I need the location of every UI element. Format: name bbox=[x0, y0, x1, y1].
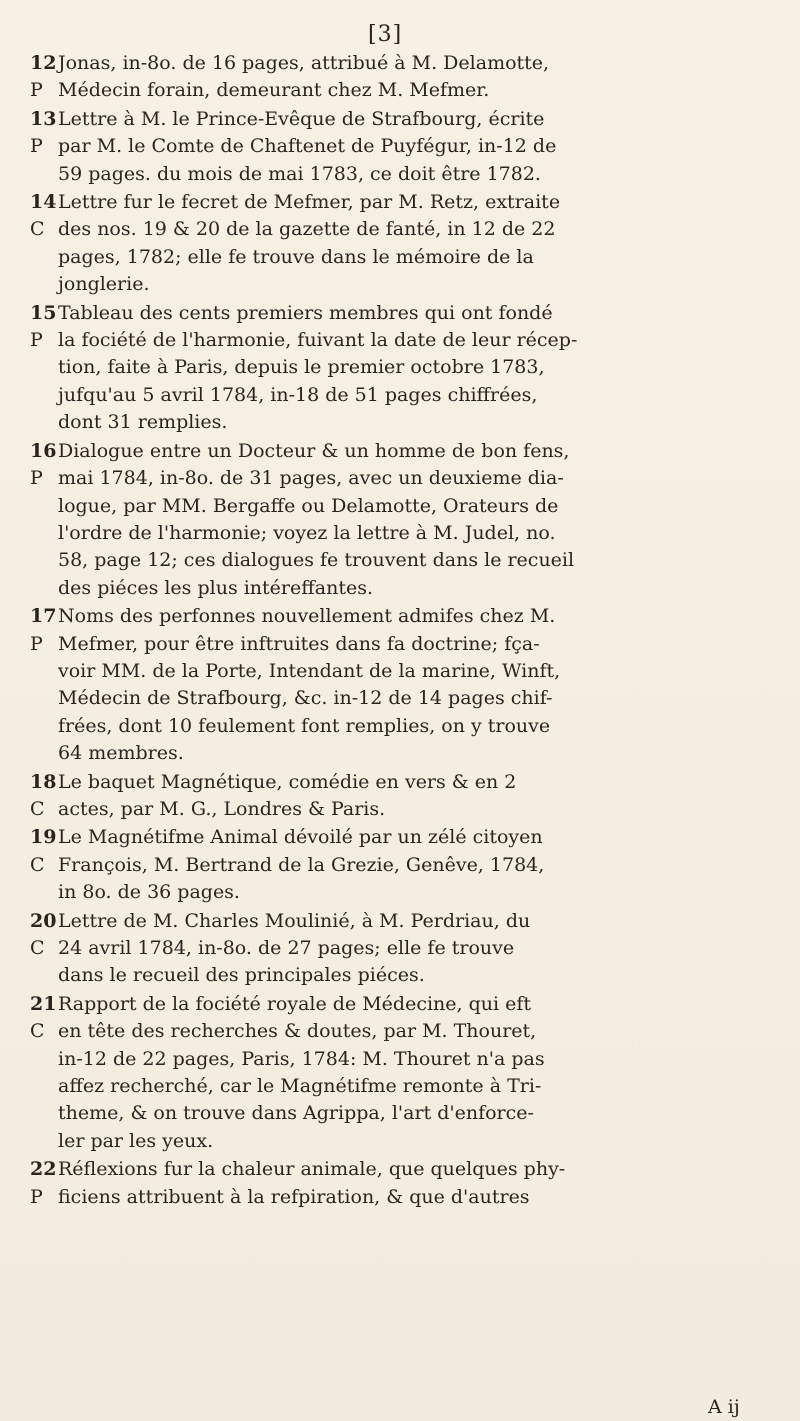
catalogue-entry bbox=[30, 438, 786, 602]
entry-first-line bbox=[30, 824, 786, 851]
entry-text: 59 pages. du mois de mai 1783, ce doit être 1782. bbox=[58, 162, 541, 185]
entry-number: 21 bbox=[30, 992, 57, 1015]
entry-first-line bbox=[30, 50, 786, 77]
entry-text: Lettre fur le fecret de Mefmer, par M. Retz, extraite bbox=[58, 191, 561, 214]
entry-text: Dialogue entre un Docteur & un homme de bon fens, bbox=[58, 439, 570, 462]
entry-text: Tableau des cents premiers membres qui ont fondé bbox=[58, 301, 553, 324]
entry-number: 17 bbox=[30, 605, 57, 628]
entry-text: ficiens attribuent à la refpiration, & que d'autres bbox=[58, 1185, 530, 1208]
entry-continuation-line bbox=[30, 520, 786, 547]
entry-code: P bbox=[30, 329, 43, 352]
entry-text: theme, & on trouve dans Agrippa, l'art d'enforce- bbox=[58, 1102, 534, 1125]
entry-number: 15 bbox=[30, 301, 57, 324]
entry-text: in 8o. de 36 pages. bbox=[58, 881, 240, 904]
catalogue-entries bbox=[30, 50, 786, 1212]
entry-continuation-line bbox=[30, 1046, 786, 1073]
entry-first-line bbox=[30, 438, 786, 465]
entry-continuation-line bbox=[30, 465, 786, 492]
entry-text: tion, faite à Paris, depuis le premier octobre 1783, bbox=[58, 356, 545, 379]
entry-text: in-12 de 22 pages, Paris, 1784: M. Thouret n'a pas bbox=[58, 1047, 545, 1070]
entry-code: P bbox=[30, 467, 43, 490]
entry-number: 20 bbox=[30, 909, 57, 932]
entry-code: C bbox=[30, 1020, 45, 1043]
entry-text: jufqu'au 5 avril 1784, in-18 de 51 pages chiffrées, bbox=[58, 383, 538, 406]
entry-number: 19 bbox=[30, 826, 57, 849]
entry-text: des nos. 19 & 20 de la gazette de fanté, in 12 de 22 bbox=[58, 218, 556, 241]
entry-text: voir MM. de la Porte, Intendant de la marine, Winft, bbox=[58, 659, 561, 682]
entry-continuation-line bbox=[30, 133, 786, 160]
entry-first-line bbox=[30, 603, 786, 630]
catalogue-entry bbox=[30, 824, 786, 906]
entry-continuation-line bbox=[30, 1100, 786, 1127]
catalogue-entry bbox=[30, 1156, 786, 1211]
entry-continuation-line bbox=[30, 493, 786, 520]
entry-number: 18 bbox=[30, 770, 57, 793]
entry-number: 16 bbox=[30, 439, 57, 462]
entry-code: P bbox=[30, 79, 43, 102]
entry-code: P bbox=[30, 135, 43, 158]
entry-continuation-line bbox=[30, 1128, 786, 1155]
entry-first-line bbox=[30, 991, 786, 1018]
entry-text: par M. le Comte de Chaftenet de Puyfégur, in-12 de bbox=[58, 135, 557, 158]
entry-text: 64 membres. bbox=[58, 742, 184, 765]
entry-continuation-line bbox=[30, 382, 786, 409]
entry-code: C bbox=[30, 853, 45, 876]
entry-first-line bbox=[30, 189, 786, 216]
entry-text: l'ordre de l'harmonie; voyez la lettre à M. Judel, no. bbox=[58, 521, 556, 544]
entry-code: C bbox=[30, 797, 45, 820]
entry-continuation-line bbox=[30, 879, 786, 906]
entry-text: Rapport de la fociété royale de Médecine, qui eft bbox=[58, 992, 532, 1015]
entry-text: pages, 1782; elle fe trouve dans le mémoire de la bbox=[58, 245, 534, 268]
catalogue-entry bbox=[30, 991, 786, 1155]
catalogue-entry bbox=[30, 300, 786, 437]
entry-text: affez recherché, car le Magnétifme remonte à Tri- bbox=[58, 1075, 542, 1098]
entry-text: logue, par MM. Bergaffe ou Delamotte, Orateurs de bbox=[58, 494, 559, 517]
entry-text: jonglerie. bbox=[58, 273, 150, 296]
catalogue-entry bbox=[30, 908, 786, 990]
entry-continuation-line bbox=[30, 1073, 786, 1100]
entry-continuation-line bbox=[30, 740, 786, 767]
entry-continuation-line bbox=[30, 161, 786, 188]
entry-continuation-line bbox=[30, 1018, 786, 1045]
entry-text: 24 avril 1784, in-8o. de 27 pages; elle fe trouve bbox=[58, 937, 515, 959]
entry-text: Réflexions fur la chaleur animale, que quelques phy- bbox=[58, 1158, 566, 1181]
entry-number: 13 bbox=[30, 107, 57, 130]
entry-continuation-line bbox=[30, 796, 786, 823]
entry-first-line bbox=[30, 300, 786, 327]
entry-first-line bbox=[30, 1156, 786, 1183]
entry-text: mai 1784, in-8o. de 31 pages, avec un deuxieme dia- bbox=[58, 467, 564, 490]
entry-number: 12 bbox=[30, 52, 57, 74]
entry-continuation-line bbox=[30, 685, 786, 712]
entry-code: C bbox=[30, 218, 45, 241]
entry-continuation-line bbox=[30, 935, 786, 962]
entry-text: Le Magnétifme Animal dévoilé par un zélé citoyen bbox=[58, 826, 543, 849]
signature-mark: A ij bbox=[708, 1396, 740, 1418]
entry-continuation-line bbox=[30, 547, 786, 574]
entry-continuation-line bbox=[30, 713, 786, 740]
entry-continuation-line bbox=[30, 1184, 786, 1211]
entry-continuation-line bbox=[30, 77, 786, 104]
entry-first-line bbox=[30, 106, 786, 133]
catalogue-entry bbox=[30, 603, 786, 767]
entry-code: P bbox=[30, 1185, 43, 1208]
catalogue-entry bbox=[30, 769, 786, 824]
entry-number: 22 bbox=[30, 1158, 57, 1181]
entry-continuation-line bbox=[30, 354, 786, 381]
entry-text: dont 31 remplies. bbox=[58, 411, 228, 434]
page-number: [3] bbox=[368, 22, 403, 47]
entry-text: actes, par M. G., Londres & Paris. bbox=[58, 797, 386, 820]
catalogue-entry bbox=[30, 50, 786, 105]
entry-continuation-line bbox=[30, 852, 786, 879]
entry-code: C bbox=[30, 937, 45, 959]
entry-continuation-line bbox=[30, 962, 786, 989]
catalogue-entry bbox=[30, 189, 786, 299]
entry-text: frées, dont 10 feulement font remplies, on y trouve bbox=[58, 714, 551, 737]
entry-text: Médecin de Strafbourg, &c. in-12 de 14 pages chif- bbox=[58, 687, 553, 710]
entry-number: 14 bbox=[30, 191, 57, 214]
entry-text: en tête des recherches & doutes, par M. Thouret, bbox=[58, 1020, 537, 1043]
entry-continuation-line bbox=[30, 409, 786, 436]
entry-text: dans le recueil des principales piéces. bbox=[58, 964, 425, 987]
entry-continuation-line bbox=[30, 327, 786, 354]
entry-text: des piéces les plus intéreffantes. bbox=[58, 576, 373, 599]
entry-continuation-line bbox=[30, 631, 786, 658]
entry-text: ler par les yeux. bbox=[58, 1129, 214, 1152]
entry-text: Médecin forain, demeurant chez M. Mefmer. bbox=[58, 79, 490, 102]
entry-continuation-line bbox=[30, 658, 786, 685]
entry-text: Le baquet Magnétique, comédie en vers & en 2 bbox=[58, 770, 517, 793]
entry-first-line bbox=[30, 769, 786, 796]
entry-text: 58, page 12; ces dialogues fe trouvent dans le recueil bbox=[58, 549, 575, 572]
entry-continuation-line bbox=[30, 575, 786, 602]
entry-first-line bbox=[30, 908, 786, 935]
entry-continuation-line bbox=[30, 216, 786, 243]
entry-text: Mefmer, pour être inftruites dans fa doctrine; fça- bbox=[58, 632, 540, 655]
entry-text: Jonas, in-8o. de 16 pages, attribué à M. Delamotte, bbox=[58, 52, 550, 74]
catalogue-entry bbox=[30, 106, 786, 188]
entry-text: la fociété de l'harmonie, fuivant la date de leur récep- bbox=[58, 329, 578, 352]
entry-continuation-line bbox=[30, 271, 786, 298]
entry-continuation-line bbox=[30, 244, 786, 271]
entry-text: François, M. Bertrand de la Grezie, Genêve, 1784, bbox=[58, 853, 545, 876]
entry-text: Noms des perfonnes nouvellement admifes chez M. bbox=[58, 605, 556, 628]
entry-code: P bbox=[30, 632, 43, 655]
entry-text: Lettre à M. le Prince-Evêque de Strafbourg, écrite bbox=[58, 107, 545, 130]
entry-text: Lettre de M. Charles Moulinié, à M. Perdriau, du bbox=[58, 909, 531, 932]
